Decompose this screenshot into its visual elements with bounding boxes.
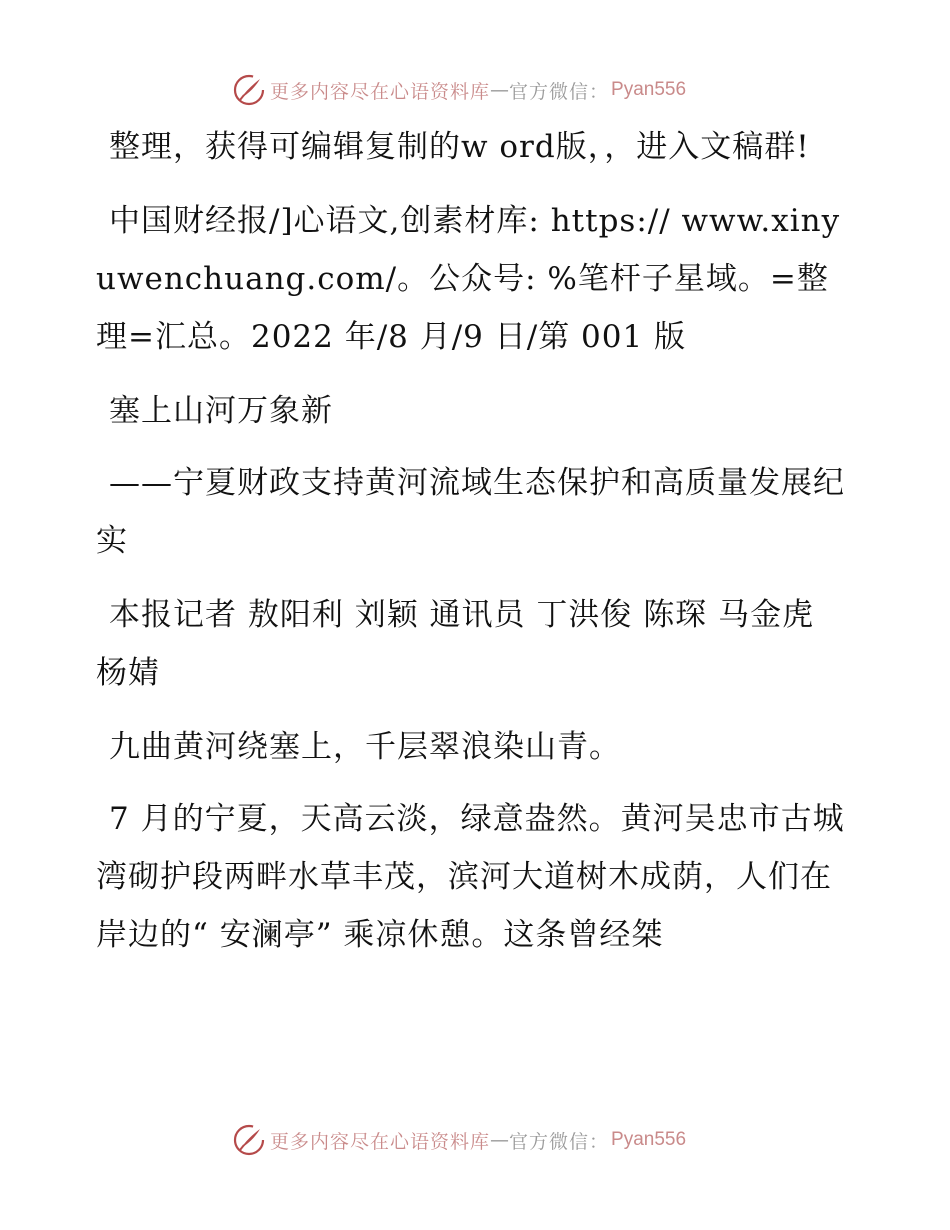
footer-wechat-account: Pyan556 <box>611 1129 687 1150</box>
quill-pen-logo-icon <box>232 1123 266 1157</box>
header-banner <box>232 70 686 110</box>
article-title: 塞上山河万象新 <box>109 393 333 429</box>
body-paragraph: 7 月的宁夏，天高云淡，绿意盎然。黄河吴忠市古城湾砌护段两畔水草丰茂，滨河大道树木成荫，人们在岸边的“ 安澜亭” 乘凉休憩。这条曾经桀 <box>96 801 845 953</box>
lead-sentence: 九曲黄河绕塞上，千层翠浪染山青。 <box>109 729 621 765</box>
header-dash: — <box>490 79 510 101</box>
article-subtitle: ——宁夏财政支持黄河流域生态保护和高质量发展纪实 <box>96 465 845 559</box>
intro-note: 整理，获得可编辑复制的w ord版，，进入文稿群! <box>109 129 810 165</box>
source-line: 中国财经报/]心语文,创素材库: https:// www.xinyuwenchuang.com/。公众号: %笔杆子星域。=整理=汇总。2022 年/8 月/9 日/第 001 版 <box>96 203 841 355</box>
quill-pen-logo-icon <box>232 73 266 107</box>
footer-slogan: 更多内容尽在心语资料库 <box>270 1130 491 1153</box>
footer-wechat-label: 官方微信： <box>509 1130 610 1153</box>
header-wechat-account: Pyan556 <box>611 79 687 100</box>
header-wechat-label: 官方微信： <box>509 80 610 103</box>
byline: 本报记者 敖阳利 刘颖 通讯员 丁洪俊 陈琛 马金虎 杨婧 <box>96 597 815 691</box>
document-body <box>96 118 856 980</box>
footer-banner <box>232 1120 686 1160</box>
footer-dash: — <box>490 1129 510 1151</box>
header-slogan: 更多内容尽在心语资料库 <box>270 80 491 103</box>
